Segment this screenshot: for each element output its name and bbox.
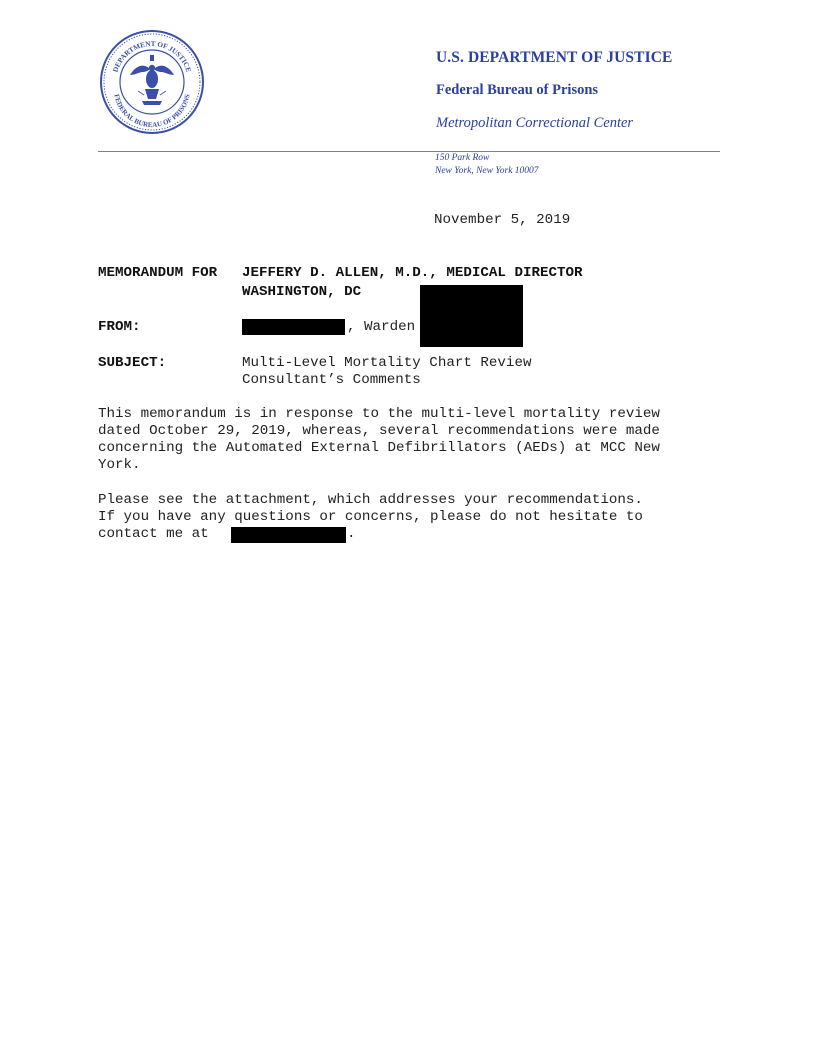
from-label: FROM: <box>98 319 141 335</box>
subject-line-1: Multi-Level Mortality Chart Review <box>242 355 532 371</box>
address-line-1: 150 Park Row <box>435 153 490 163</box>
redaction-box <box>231 527 346 543</box>
memo-location: WASHINGTON, DC <box>242 284 362 300</box>
letterhead-department: U.S. DEPARTMENT OF JUSTICE <box>436 49 673 66</box>
memo-date: November 5, 2019 <box>434 212 571 228</box>
redaction-box <box>242 319 345 335</box>
memo-recipient: JEFFERY D. ALLEN, M.D., MEDICAL DIRECTOR <box>242 265 583 281</box>
letterhead-rule <box>98 151 720 152</box>
memo-for-label: MEMORANDUM FOR <box>98 265 218 281</box>
from-title: , Warden <box>347 319 416 335</box>
seal-bottom-text: FEDERAL BUREAU OF PRISONS <box>112 93 192 130</box>
redaction-box <box>420 285 523 347</box>
closing-period: . <box>347 526 356 542</box>
address-line-2: New York, New York 10007 <box>435 166 539 176</box>
doj-seal-logo <box>98 29 206 135</box>
body-paragraph-2-last-line: contact me at <box>98 526 209 542</box>
letterhead-center: Metropolitan Correctional Center <box>436 115 634 131</box>
subject-line-2: Consultant’s Comments <box>242 372 421 388</box>
body-paragraph-1: This memorandum is in response to the multi-level mortality review dated October 29, 2019, whereas, several recommendations were made concerning the Automated External Defibrillators (AEDs) at MCC New York. <box>98 406 660 473</box>
letterhead-bureau: Federal Bureau of Prisons <box>436 82 599 98</box>
subject-label: SUBJECT: <box>98 355 167 371</box>
seal-top-text: DEPARTMENT OF JUSTICE <box>111 39 193 74</box>
body-paragraph-2: Please see the attachment, which addresses your recommendations. If you have any questions or concerns, please do not hesitate to <box>98 492 643 525</box>
